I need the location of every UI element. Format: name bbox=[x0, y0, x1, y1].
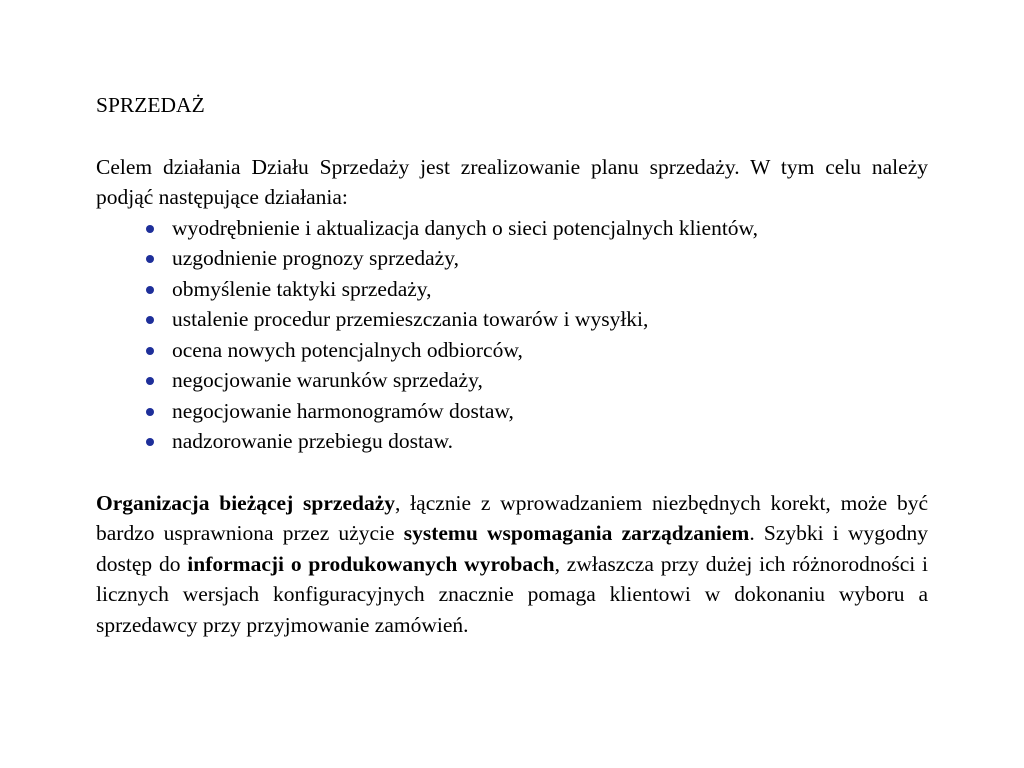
bullet-icon bbox=[146, 286, 154, 294]
list-item bbox=[96, 335, 928, 366]
bullet-icon bbox=[146, 316, 154, 324]
list-item bbox=[96, 243, 928, 274]
list-item-text: ocena nowych potencjalnych odbiorców, bbox=[172, 337, 523, 362]
bullet-icon bbox=[146, 255, 154, 263]
list-item bbox=[96, 365, 928, 396]
list-item bbox=[96, 304, 928, 335]
list-item bbox=[96, 426, 928, 457]
list-item-text: negocjowanie warunków sprzedaży, bbox=[172, 368, 483, 392]
list-item-text: negocjowanie harmonogramów dostaw, bbox=[172, 398, 514, 423]
list-item-text: ustalenie procedur przemieszczania towarów i wysyłki, bbox=[172, 307, 649, 331]
bullet-icon bbox=[146, 438, 154, 446]
bold-phrase: informacji o produkowanych wyrobach bbox=[187, 551, 555, 576]
spacer bbox=[96, 457, 928, 488]
list-item bbox=[96, 274, 928, 305]
activity-list bbox=[96, 213, 928, 457]
page-title: SPRZEDAŻ bbox=[96, 93, 205, 117]
spacer bbox=[96, 121, 928, 152]
list-item-text: wyodrębnienie i aktualizacja danych o sieci potencjalnych klientów, bbox=[172, 215, 759, 240]
paragraph-text: , zwłaszcza przy dużej ich różnorodności i licznych wersjach konfiguracyjnych znacznie pomaga klientowi w dokonaniu wyboru a sprzedawcy przy przyjmowanie zamówień. bbox=[96, 551, 928, 637]
list-item bbox=[96, 396, 928, 427]
bullet-icon bbox=[146, 225, 154, 233]
bold-phrase: systemu wspomagania zarządzaniem bbox=[403, 521, 750, 545]
bullet-icon bbox=[146, 377, 154, 385]
document-page bbox=[96, 90, 928, 640]
bold-phrase: Organizacja bieżącej sprzedaży bbox=[96, 490, 395, 515]
list-item-text: obmyślenie taktyki sprzedaży, bbox=[172, 276, 432, 301]
closing-paragraph bbox=[96, 488, 928, 641]
intro-paragraph: Celem działania Działu Sprzedaży jest zrealizowanie planu sprzedaży. W tym celu należy podjąć następujące działania: bbox=[96, 154, 928, 209]
list-item-text: uzgodnienie prognozy sprzedaży, bbox=[172, 246, 459, 270]
paragraph-text: , łącznie z wprowadzaniem niezbędnych korekt, może być bardzo usprawniona przez użycie bbox=[96, 490, 928, 545]
bullet-icon bbox=[146, 408, 154, 416]
list-item bbox=[96, 213, 928, 244]
bullet-icon bbox=[146, 347, 154, 355]
list-item-text: nadzorowanie przebiegu dostaw. bbox=[172, 429, 453, 453]
paragraph-text: . Szybki i wygodny dostęp do bbox=[96, 521, 928, 576]
